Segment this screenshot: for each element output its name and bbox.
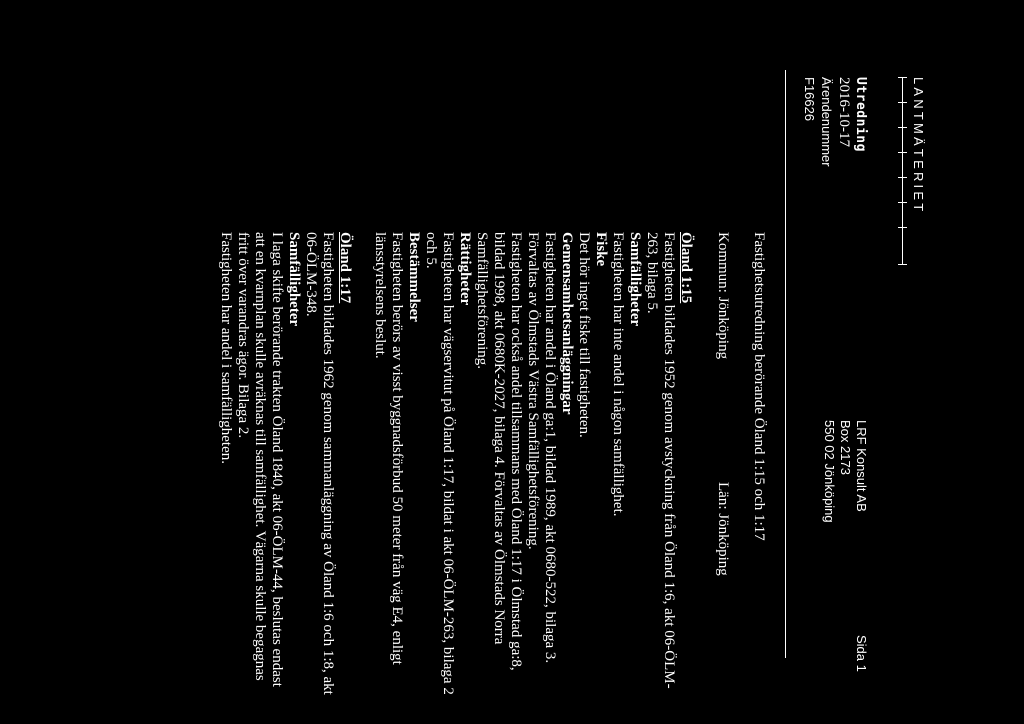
paragraph: Fastigheten har inte andel i någon samfällighet. [610, 232, 626, 517]
page-number: Sida 1 [854, 635, 869, 672]
subheading: Fiske [593, 232, 609, 267]
subheading: Gemensamhetsanläggningar [559, 232, 575, 415]
recipient-line: Box 2173 [838, 420, 853, 475]
case-number: F16626 [802, 77, 817, 122]
subheading: Bestämmelser [406, 232, 422, 322]
paragraph: I laga skifte berörande trakten Öland 1840, akt 06-ÖLM-44, beslutas endast att en kvarnplan skulle avräknas till samfällighet. Vägarna skulle begagnas fritt över varandras ägor. Bilaga 2. [235, 232, 285, 687]
paragraph: Fastigheten berörs av visst byggnadsförbud 50 meter från väg E4, enligt länsstyrelsens beslut. [372, 232, 405, 665]
paragraph: Fastigheten har andel i samfälligheten. [218, 232, 234, 465]
section-title: Öland 1:15 [678, 232, 694, 304]
case-label: Ärendenummer [819, 77, 834, 167]
lan-label: Län: Jönköping [715, 482, 731, 576]
paragraph: Fastigheten bildades 1962 genom sammanläggning av Öland 1:6 och 1:8, akt 06-ÖLM-348. [303, 232, 336, 695]
section-title: Öland 1:17 [337, 232, 353, 304]
subheading: Samfälligheter [286, 232, 302, 327]
document-kind: Utredning [853, 77, 868, 152]
paragraph: Fastigheten bildades 1952 genom avstyckning från Öland 1:6, akt 06-ÖLM-263, bilaga 5. [644, 232, 677, 689]
document-subject: Fastighetsutredning berörande Öland 1:15 och 1:17 [751, 232, 767, 541]
logo-text: LANTMÄTERIET [911, 77, 926, 215]
recipient-line: LRF Konsult AB [854, 420, 869, 512]
subheading: Samfälligheter [627, 232, 643, 327]
paragraph: Fastigheten har andel i Öland ga:1, bildad 1989, akt 0680-522, bilaga 3. Förvaltas av Ölmstads Västra Samfällighetsförening. [525, 232, 558, 664]
logo-underline [898, 77, 907, 265]
paragraph: Fastigheten har också andel tillsammans med Öland 1:17 i Ölmstad ga:8, bildad 1998, akt 0680K-2027, bilaga 4. Förvaltas av Ölmstads Norra Samfällighetsförening. [474, 232, 524, 671]
document-meta [801, 77, 869, 167]
document-body [217, 232, 694, 702]
document-date: 2016-10-17 [836, 77, 852, 147]
header-divider [785, 70, 786, 658]
recipient-address [821, 420, 869, 523]
lantmateriet-logo [898, 77, 926, 265]
subheading: Rättigheter [457, 232, 473, 306]
kommun-label: Kommun: Jönköping [715, 232, 731, 360]
paragraph: Fastigheten har vägservitut på Öland 1:17, bildat i akt 06-ÖLM-263, bilaga 2 och 5. [423, 232, 456, 695]
recipient-line: 550 02 Jönköping [822, 420, 837, 523]
paragraph: Det hör inget fiske till fastigheten. [576, 232, 592, 438]
